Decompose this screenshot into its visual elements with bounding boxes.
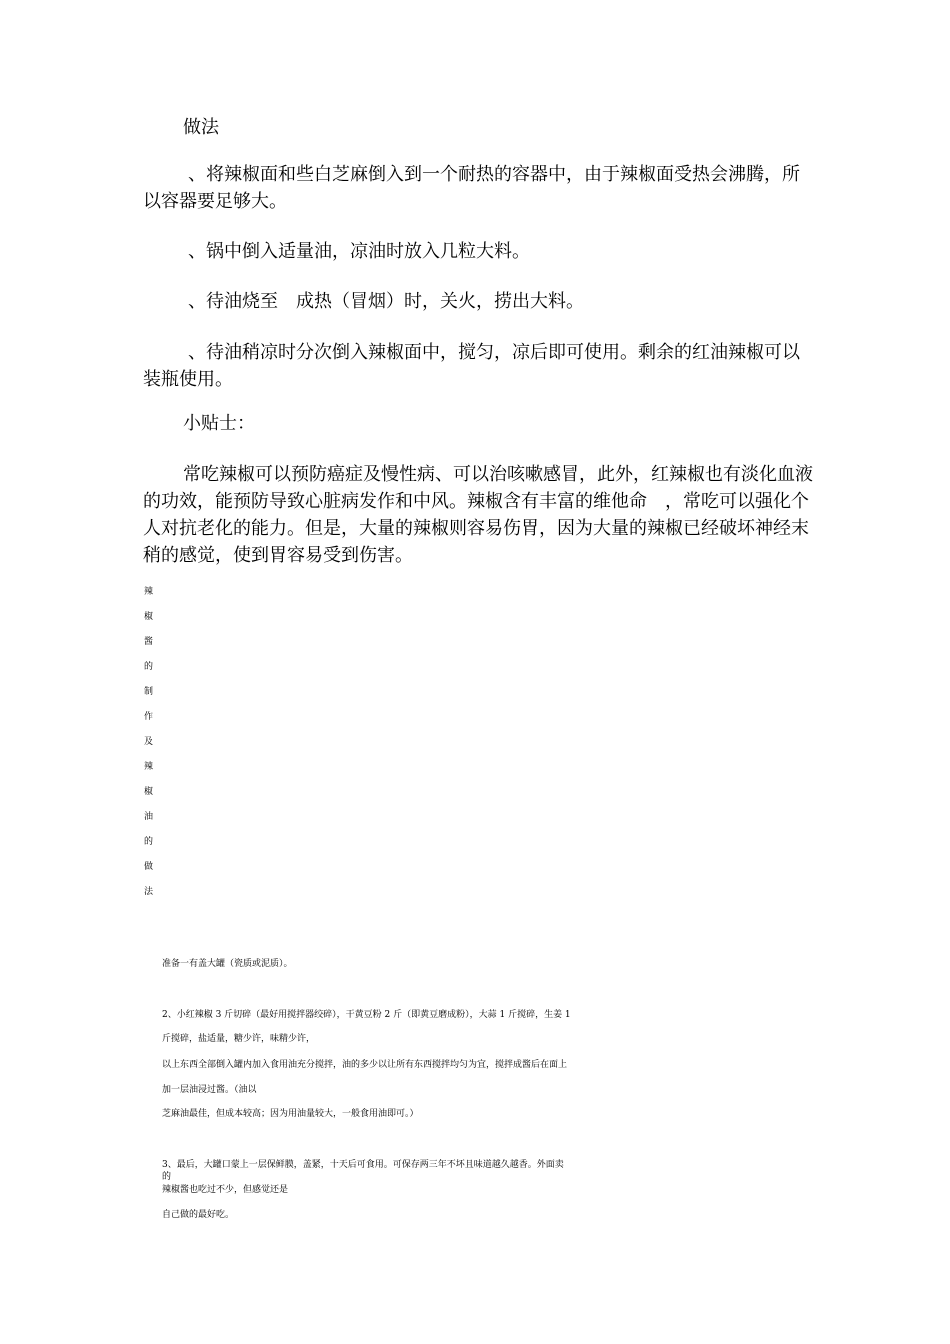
recipe-line: 辣椒酱也吃过不少，但感觉还是 xyxy=(162,1185,289,1195)
vertical-title-char: 酱 xyxy=(144,637,154,647)
step-paragraph: 、待油烧至 成热（冒烟）时，关火，捞出大料。 xyxy=(188,291,584,312)
vertical-title-char: 辣 xyxy=(144,762,154,772)
vertical-title-char: 椒 xyxy=(144,787,154,797)
vertical-title-char: 椒 xyxy=(144,612,154,622)
vertical-title-char: 的 xyxy=(144,662,154,672)
vertical-title xyxy=(144,580,156,905)
vertical-title-char: 作 xyxy=(144,712,154,722)
recipe-line: 加一层油浸过酱。（油以 xyxy=(162,1085,257,1095)
recipe-line: 芝麻油最佳，但成本较高；因为用油量较大，一般食用油即可。） xyxy=(162,1109,419,1119)
vertical-title-char: 制 xyxy=(144,687,154,697)
recipe-line: 准备一有盖大罐（瓷质或泥质）。 xyxy=(162,959,293,969)
recipe-line: 2、小红辣椒 3 斤切碎（最好用搅拌器绞碎），干黄豆粉 2 斤（即黄豆磨成粉），大蒜 1 斤搅碎，生姜 1 xyxy=(162,1010,571,1020)
recipe-line: 3、最后，大罐口蒙上一层保鲜膜，盖紧，十天后可食用。可保存两三年不坏且味道越久越香。外面卖的 xyxy=(162,1160,564,1182)
vertical-title-char: 做 xyxy=(144,862,154,872)
step-paragraph: 、锅中倒入适量油，凉油时放入几粒大料。 xyxy=(188,241,530,262)
vertical-title-char: 辣 xyxy=(144,587,154,597)
step-paragraph: 、将辣椒面和些白芝麻倒入到一个耐热的容器中，由于辣椒面受热会沸腾，所以容器要足够大。 xyxy=(143,164,800,212)
recipe-line: 斤搅碎，盐适量，糖少许，味精少许， xyxy=(162,1034,316,1044)
recipe-line: 以上东西全部倒入罐内加入食用油充分搅拌，油的多少以让所有东西搅拌均匀为宜，搅拌成酱后在面上 xyxy=(162,1060,568,1070)
vertical-title-char: 法 xyxy=(144,887,154,897)
vertical-title-char: 油 xyxy=(144,812,154,822)
section-heading: 做法 xyxy=(183,117,219,138)
vertical-title-char: 及 xyxy=(144,737,154,747)
recipe-line: 自己做的最好吃。 xyxy=(162,1210,235,1220)
tips-heading: 小贴士： xyxy=(183,413,255,434)
step-paragraph: 、待油稍凉时分次倒入辣椒面中，搅匀，凉后即可使用。剩余的红油辣椒可以装瓶使用。 xyxy=(143,342,800,390)
vertical-title-char: 的 xyxy=(144,837,154,847)
tips-paragraph: 常吃辣椒可以预防癌症及慢性病、可以治咳嗽感冒，此外，红辣椒也有淡化血液的功效，能预防导致心脏病发作和中风。辣椒含有丰富的维他命 ，常吃可以强化个人对抗老化的能力。但是，大量的辣椒则容易伤胃，因为大量的辣椒已经破坏神经末稍的感觉，使到胃容易受到伤害。 xyxy=(143,464,813,566)
